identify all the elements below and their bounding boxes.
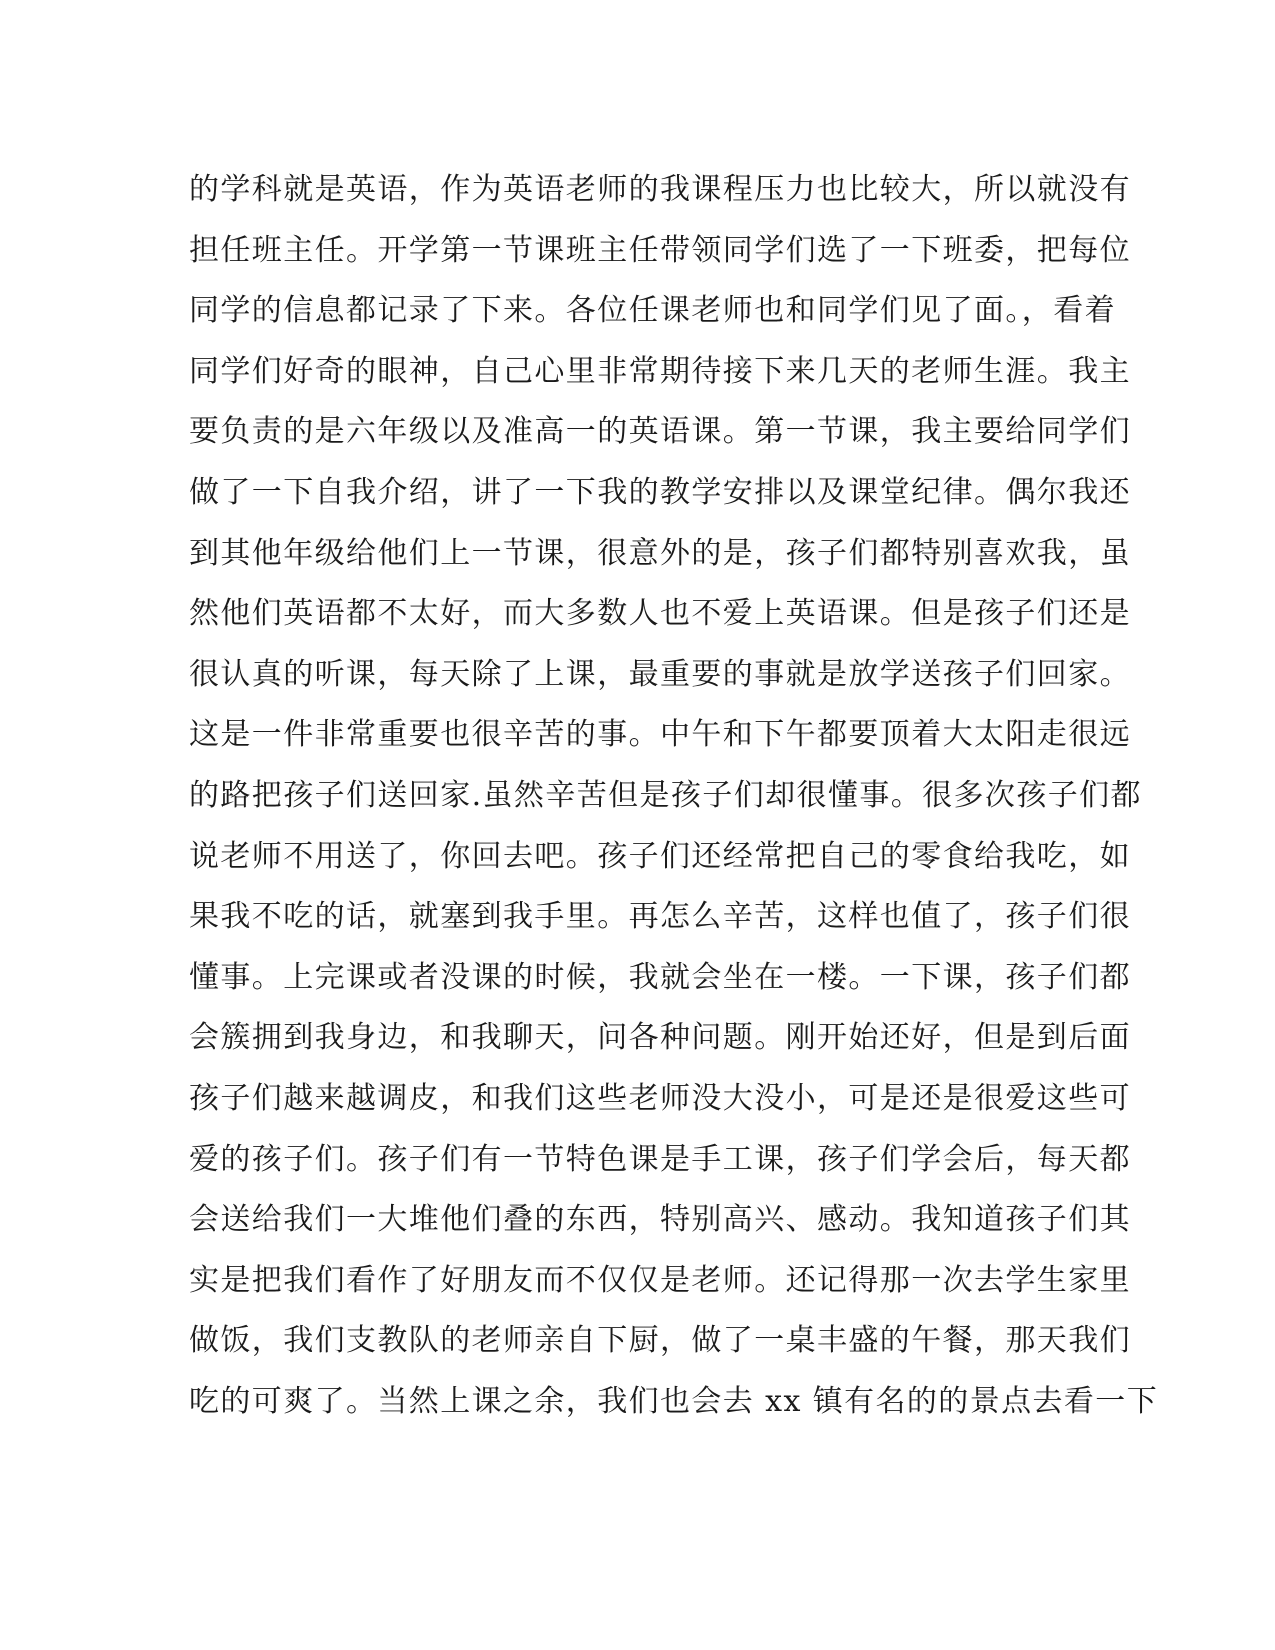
text-line: 孩子们越来越调皮，和我们这些老师没大没小，可是还是很爱这些可 — [189, 1080, 1131, 1116]
text-line: 做了一下自我介绍，讲了一下我的教学安排以及课堂纪律。偶尔我还 — [189, 474, 1131, 510]
text-line: 同学们好奇的眼神，自己心里非常期待接下来几天的老师生涯。我主 — [189, 353, 1131, 389]
text-line: 要负责的是六年级以及准高一的英语课。第一节课，我主要给同学们 — [189, 414, 1131, 450]
text-line: 很认真的听课，每天除了上课，最重要的事就是放学送孩子们回家。 — [189, 656, 1131, 692]
text-line: 会送给我们一大堆他们叠的东西，特别高兴、感动。我知道孩子们其 — [189, 1202, 1131, 1238]
text-line: 吃的可爽了。当然上课之余，我们也会去 xx 镇有名的的景点去看一下 — [189, 1383, 1159, 1419]
text-line: 的学科就是英语，作为英语老师的我课程压力也比较大，所以就没有 — [189, 172, 1131, 207]
text-line: 做饭，我们支教队的老师亲自下厨，做了一桌丰盛的午餐，那天我们 — [189, 1323, 1131, 1359]
body-text — [189, 160, 1159, 1432]
text-line: 的路把孩子们送回家.虽然辛苦但是孩子们却很懂事。很多次孩子们都 — [189, 777, 1142, 813]
text-line: 这是一件非常重要也很辛苦的事。中午和下午都要顶着大太阳走很远 — [189, 717, 1131, 753]
text-line: 然他们英语都不太好，而大多数人也不爱上英语课。但是孩子们还是 — [189, 596, 1131, 632]
text-line: 到其他年级给他们上一节课，很意外的是，孩子们都特别喜欢我，虽 — [189, 535, 1131, 571]
text-line: 同学的信息都记录了下来。各位任课老师也和同学们见了面。，看着 — [189, 293, 1116, 329]
text-line: 担任班主任。开学第一节课班主任带领同学们选了一下班委，把每位 — [189, 232, 1131, 268]
text-line: 实是把我们看作了好朋友而不仅仅是老师。还记得那一次去学生家里 — [189, 1262, 1131, 1298]
text-line: 懂事。上完课或者没课的时候，我就会坐在一楼。一下课，孩子们都 — [189, 959, 1131, 995]
text-line: 说老师不用送了，你回去吧。孩子们还经常把自己的零食给我吃，如 — [189, 838, 1131, 874]
text-line: 会簇拥到我身边，和我聊天，问各种问题。刚开始还好，但是到后面 — [189, 1020, 1131, 1056]
text-line: 果我不吃的话，就塞到我手里。再怎么辛苦，这样也值了，孩子们很 — [189, 899, 1131, 935]
text-line: 爱的孩子们。孩子们有一节特色课是手工课，孩子们学会后，每天都 — [189, 1141, 1131, 1177]
